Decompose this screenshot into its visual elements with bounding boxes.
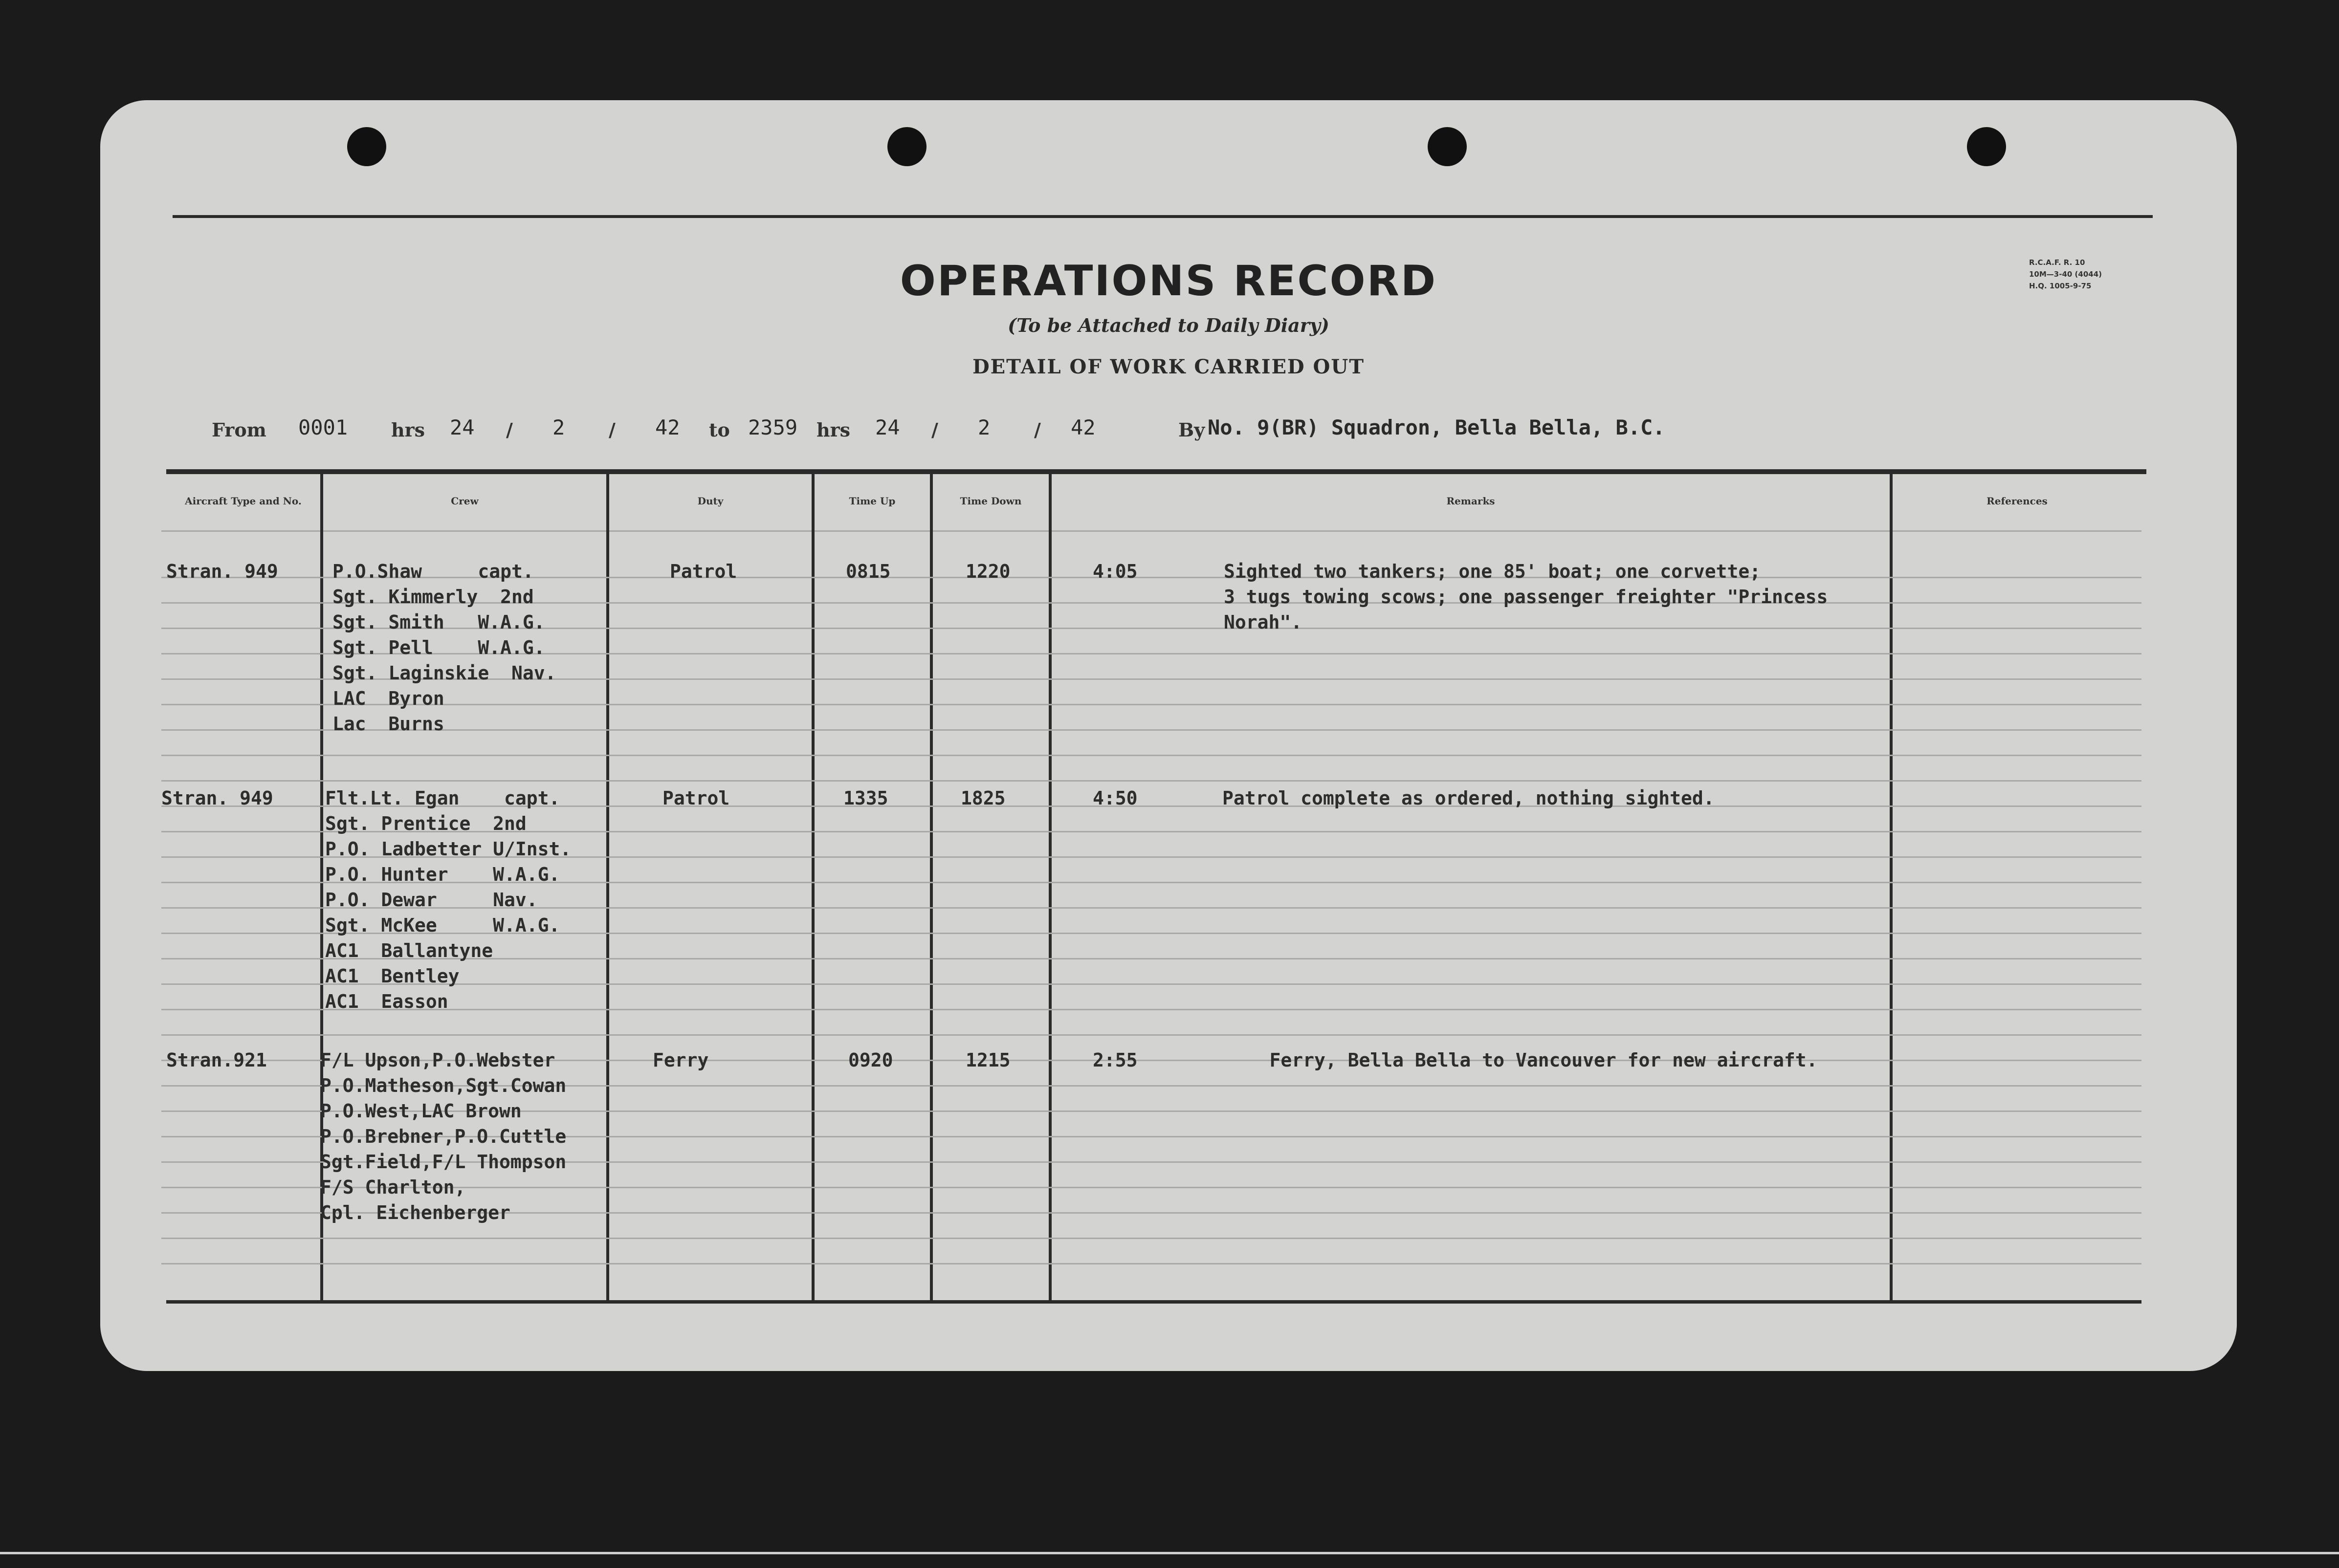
- remarks-cell: Patrol complete as ordered, nothing sighted.: [1222, 787, 1715, 809]
- to-label: to: [709, 419, 730, 441]
- duration-cell: 4:50: [1093, 787, 1138, 809]
- column-header-aircraft: Aircraft Type and No.: [185, 495, 302, 507]
- duty-cell: Ferry: [653, 1049, 709, 1071]
- form-code: [2029, 257, 2141, 292]
- to-year: 42: [1071, 415, 1096, 439]
- column-header-references: References: [1986, 495, 2048, 507]
- hrs-label: hrs: [816, 419, 851, 441]
- time-up-cell: 1335: [843, 787, 888, 809]
- aircraft-cell: Stran.921: [166, 1049, 267, 1071]
- ruled-line: [161, 1034, 2141, 1036]
- date-separator: /: [506, 419, 513, 441]
- table-top-rule: [166, 469, 2146, 474]
- ruled-line: [161, 755, 2141, 756]
- table-bottom-rule: [166, 1300, 2141, 1304]
- from-year: 42: [655, 415, 680, 439]
- ruled-line: [161, 1263, 2141, 1264]
- form-title: OPERATIONS RECORD: [900, 257, 1437, 305]
- aircraft-cell: Stran. 949: [166, 561, 278, 582]
- punch-hole: [1428, 127, 1467, 166]
- aircraft-cell: Stran. 949: [161, 787, 273, 809]
- header-bottom-rule: [161, 530, 2141, 532]
- to-time: 2359: [748, 415, 798, 439]
- column-divider: [1890, 472, 1893, 1303]
- form-code-line: R.C.A.F. R. 10: [2029, 258, 2085, 267]
- column-header-crew: Crew: [451, 495, 479, 507]
- duty-cell: Patrol: [670, 561, 737, 582]
- film-frame-line: [0, 1552, 2339, 1554]
- form-code-line: 10M—3-40 (4044): [2029, 270, 2102, 279]
- punch-hole: [887, 127, 927, 166]
- column-divider: [812, 472, 815, 1303]
- date-separator: /: [609, 419, 616, 441]
- to-day: 24: [875, 415, 900, 439]
- column-divider: [1049, 472, 1052, 1303]
- from-day: 24: [450, 415, 475, 439]
- time-up-cell: 0920: [848, 1049, 893, 1071]
- to-month: 2: [978, 415, 991, 439]
- column-divider: [930, 472, 933, 1303]
- time-up-cell: 0815: [846, 561, 891, 582]
- punch-hole: [1967, 127, 2006, 166]
- crew-cell: Flt.Lt. Egan capt. Sgt. Prentice 2nd P.O. Ladbetter U/Inst. P.O. Hunter W.A.G. P.O. Dewar Nav. Sgt. McKee W.A.G. AC1 Ballantyne AC1 Bentley AC1 Easson: [325, 787, 572, 1012]
- duty-cell: Patrol: [662, 787, 730, 809]
- form-detail-heading: DETAIL OF WORK CARRIED OUT: [972, 355, 1365, 378]
- column-header-duty: Duty: [697, 495, 724, 507]
- time-down-cell: 1825: [961, 787, 1006, 809]
- remarks-cell: Sighted two tankers; one 85' boat; one corvette; 3 tugs towing scows; one passenger freighter "Princess Norah".: [1224, 561, 1828, 633]
- column-header-time-up: Time Up: [849, 495, 896, 507]
- form-code-line: H.Q. 1005-9-75: [2029, 282, 2092, 290]
- crew-cell: P.O.Shaw capt. Sgt. Kimmerly 2nd Sgt. Smith W.A.G. Sgt. Pell W.A.G. Sgt. Laginskie Nav. LAC Byron Lac Burns: [332, 561, 556, 735]
- column-header-time-down: Time Down: [960, 495, 1022, 507]
- from-label: From: [212, 419, 266, 441]
- date-separator: /: [931, 419, 938, 441]
- duration-cell: 4:05: [1093, 561, 1138, 582]
- operations-record-form: [100, 100, 2237, 1371]
- unit-name: No. 9(BR) Squadron, Bella Bella, B.C.: [1208, 415, 1665, 439]
- from-month: 2: [552, 415, 565, 439]
- duration-cell: 2:55: [1093, 1049, 1138, 1071]
- by-label: By: [1178, 419, 1205, 441]
- crew-cell: F/L Upson,P.O.Webster P.O.Matheson,Sgt.Cowan P.O.West,LAC Brown P.O.Brebner,P.O.Cuttle Sgt.Field,F/L Thompson F/S Charlton, Cpl. Eichenberger: [320, 1049, 567, 1223]
- date-separator: /: [1034, 419, 1041, 441]
- top-rule: [173, 215, 2153, 218]
- column-divider: [606, 472, 609, 1303]
- punch-hole: [347, 127, 386, 166]
- ruled-line: [161, 1238, 2141, 1239]
- ruled-line: [161, 780, 2141, 782]
- remarks-cell: Ferry, Bella Bella to Vancouver for new aircraft.: [1225, 1049, 1818, 1071]
- column-header-remarks: Remarks: [1446, 495, 1495, 507]
- hrs-label: hrs: [391, 419, 425, 441]
- time-down-cell: 1220: [966, 561, 1011, 582]
- from-time: 0001: [298, 415, 348, 439]
- form-subtitle: (To be Attached to Daily Diary): [1008, 314, 1329, 336]
- time-down-cell: 1215: [966, 1049, 1011, 1071]
